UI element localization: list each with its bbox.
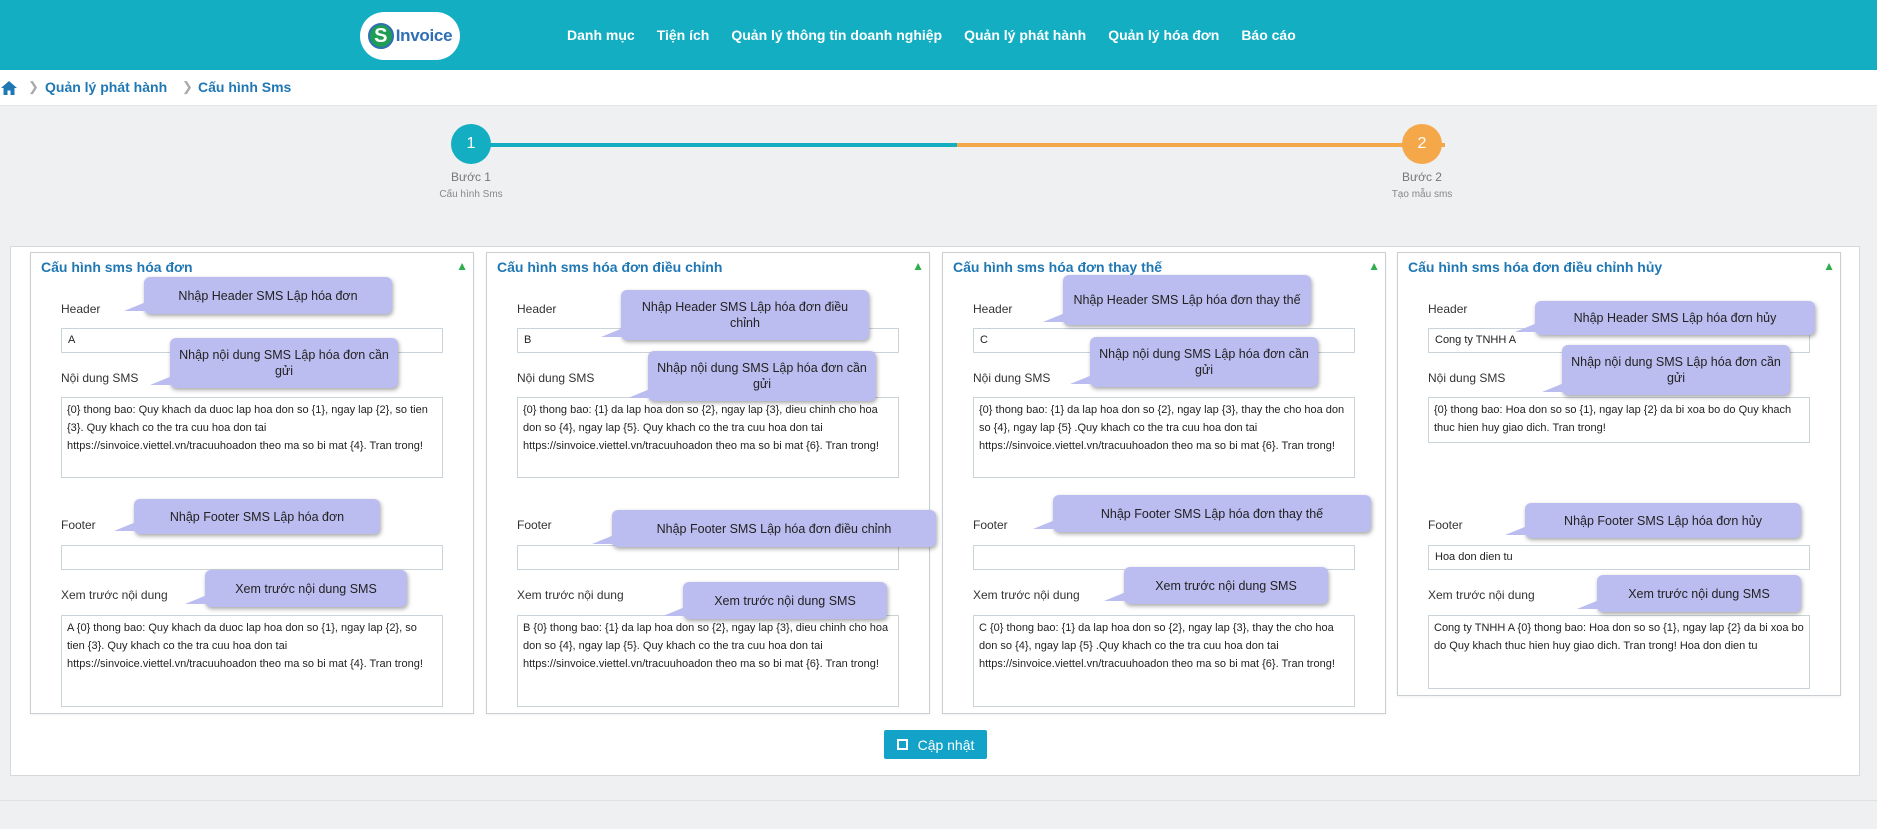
preview-label: Xem trước nội dung [973, 588, 1080, 602]
header-label: Header [973, 302, 1013, 316]
header-input[interactable]: B [517, 328, 899, 353]
breadcrumb-quan-ly-phat-hanh[interactable]: Quản lý phát hành [45, 79, 168, 95]
preview-label: Xem trước nội dung [61, 588, 168, 602]
footer-tooltip: Nhập Footer SMS Lập hóa đơn thay thế [1053, 495, 1371, 532]
step-2-circle[interactable]: 2 [1402, 124, 1442, 164]
header-tooltip: Nhập Header SMS Lập hóa đơn [144, 277, 392, 314]
step-1-circle[interactable]: 1 [451, 124, 491, 164]
nav-bao-cao[interactable]: Báo cáo [1241, 27, 1296, 43]
footer-label: Footer [1428, 518, 1463, 532]
content-tooltip: Nhập nội dung SMS Lập hóa đơn cần gửi [1090, 337, 1318, 387]
step-pending-line [957, 143, 1445, 147]
step-1-sub: Cấu hình Sms [439, 189, 503, 200]
nav-quan-ly-hoa-don[interactable]: Quản lý hóa đơn [1108, 27, 1220, 43]
collapse-icon[interactable]: ▲ [1823, 259, 1835, 273]
home-icon[interactable] [0, 80, 18, 96]
step-2-name: Bước 2 [1402, 170, 1442, 184]
step-progress-line [490, 143, 957, 147]
step-1-name: Bước 1 [451, 170, 491, 184]
footer-input[interactable] [61, 545, 443, 570]
breadcrumb-cau-hinh-sms: Cấu hình Sms [198, 79, 292, 95]
content-textarea[interactable]: {0} thong bao: {1} da lap hoa don so {2}, ngay lap {3}, dieu chinh cho hoa don so {4}, ngay lap {5}. Quy khach co the tra cuu hoa don tai https://sinvoice.viettel.vn/tracuuhoadon theo ma so bi mat {6}. Tran trong! [517, 397, 899, 478]
footer-label: Footer [61, 518, 96, 532]
header-tooltip: Nhập Header SMS Lập hóa đơn hủy [1535, 301, 1815, 335]
preview-textarea: C {0} thong bao: {1} da lap hoa don so {2}, ngay lap {3}, thay the cho hoa don so {4}, ngay lap {5} .Quy khach co the tra cuu hoa don tai https://sinvoice.viettel.vn/tracuuhoadon theo ma so bi mat {6}. Tran trong! [973, 615, 1355, 707]
footer-tooltip: Nhập Footer SMS Lập hóa đơn [134, 499, 380, 534]
preview-tooltip: Xem trước nội dung SMS [1597, 575, 1801, 612]
footer-input[interactable]: Hoa don dien tu [1428, 545, 1810, 570]
stepper [0, 106, 1877, 224]
panel-title: Cấu hình sms hóa đơn thay thế [953, 259, 1163, 275]
content-tooltip: Nhập nội dung SMS Lập hóa đơn cần gửi [648, 351, 876, 401]
preview-textarea: A {0} thong bao: Quy khach da duoc lap hoa don so {1}, ngay lap {2}, so tien {3}. Quy khach co the tra cuu hoa don tai https://sinvoice.viettel.vn/tracuuhoadon theo ma so bi mat {4}. Tran trong! [61, 615, 443, 707]
content-tooltip: Nhập nội dung SMS Lập hóa đơn cần gửi [1562, 345, 1790, 395]
content-textarea[interactable]: {0} thong bao: {1} da lap hoa don so {2}, ngay lap {3}, thay the cho hoa don so {4}, ngay lap {5} .Quy khach co the tra cuu hoa don tai https://sinvoice.viettel.vn/tracuuhoadon theo ma so bi mat {6}. Tran trong! [973, 397, 1355, 478]
panel-title: Cấu hình sms hóa đơn [41, 259, 193, 275]
content-textarea[interactable]: {0} thong bao: Quy khach da duoc lap hoa don so {1}, ngay lap {2}, so tien {3}. Quy khach co the tra cuu hoa don tai https://sinvoice.viettel.vn/tracuuhoadon theo ma so bi mat {4}. Tran trong! [61, 397, 443, 478]
update-button[interactable] [884, 730, 987, 759]
content-label: Nội dung SMS [1428, 371, 1506, 385]
content-label: Nội dung SMS [61, 371, 139, 385]
collapse-icon[interactable]: ▲ [456, 259, 468, 273]
header-label: Header [1428, 302, 1468, 316]
step-2-sub: Tạo mẫu sms [1391, 189, 1453, 200]
logo-text: Invoice [395, 26, 453, 45]
header-tooltip: Nhập Header SMS Lập hóa đơn thay thế [1063, 275, 1311, 325]
nav-tien-ich[interactable]: Tiện ích [656, 27, 710, 43]
nav-quan-ly-thong-tin-doanh-nghiep[interactable]: Quản lý thông tin doanh nghiệp [731, 27, 943, 43]
preview-textarea: Cong ty TNHH A {0} thong bao: Hoa don so so {1}, ngay lap {2} da bi xoa bo do Quy khach thuc hien huy giao dich. Tran trong! Hoa don dien tu [1428, 615, 1810, 689]
sinvoice-logo[interactable] [360, 12, 460, 60]
preview-label: Xem trước nội dung [517, 588, 624, 602]
preview-tooltip: Xem trước nội dung SMS [1124, 567, 1328, 604]
header-input[interactable]: Cong ty TNHH A [1428, 328, 1810, 353]
page-footer [0, 800, 1877, 829]
preview-tooltip: Xem trước nội dung SMS [205, 570, 407, 607]
nav-quan-ly-phat-hanh[interactable]: Quản lý phát hành [964, 27, 1087, 43]
header-input[interactable]: C [973, 328, 1355, 353]
footer-tooltip: Nhập Footer SMS Lập hóa đơn hủy [1525, 503, 1801, 538]
content-label: Nội dung SMS [973, 371, 1051, 385]
logo-s-icon: S [368, 23, 394, 49]
footer-tooltip: Nhập Footer SMS Lập hóa đơn điều chỉnh [612, 510, 936, 547]
header-label: Header [517, 302, 557, 316]
preview-tooltip: Xem trước nội dung SMS [683, 582, 887, 619]
footer-label: Footer [973, 518, 1008, 532]
preview-textarea: B {0} thong bao: {1} da lap hoa don so {2}, ngay lap {3}, dieu chinh cho hoa don so {4}, ngay lap {5}. Quy khach co the tra cuu hoa don tai https://sinvoice.viettel.vn/tracuuhoadon theo ma so bi mat {6}. Tran trong! [517, 615, 899, 707]
chevron-right-icon: ❯ [28, 79, 39, 94]
header-input[interactable]: A [61, 328, 443, 353]
panel-sms-hoa-don [30, 252, 474, 714]
content-textarea[interactable]: {0} thong bao: Hoa don so so {1}, ngay lap {2} da bi xoa bo do Quy khach thuc hien huy giao dich. Tran trong! [1428, 397, 1810, 443]
main-nav [567, 0, 1318, 70]
breadcrumb [0, 70, 1877, 106]
save-icon [897, 739, 908, 750]
preview-label: Xem trước nội dung [1428, 588, 1535, 602]
chevron-right-icon: ❯ [182, 79, 193, 94]
collapse-icon[interactable]: ▲ [1368, 259, 1380, 273]
header-label: Header [61, 302, 101, 316]
footer-input[interactable] [517, 545, 899, 570]
collapse-icon[interactable]: ▲ [912, 259, 924, 273]
content-label: Nội dung SMS [517, 371, 595, 385]
update-button-label: Cập nhật [917, 736, 975, 753]
content-tooltip: Nhập nội dung SMS Lập hóa đơn cần gửi [170, 338, 398, 388]
nav-danh-muc[interactable]: Danh mục [567, 27, 635, 43]
header-tooltip: Nhập Header SMS Lập hóa đơn điều chỉnh [621, 290, 869, 340]
top-navbar [0, 0, 1877, 70]
panel-title: Cấu hình sms hóa đơn điều chỉnh hủy [1408, 259, 1663, 275]
footer-label: Footer [517, 518, 552, 532]
panel-title: Cấu hình sms hóa đơn điều chỉnh [497, 259, 723, 275]
